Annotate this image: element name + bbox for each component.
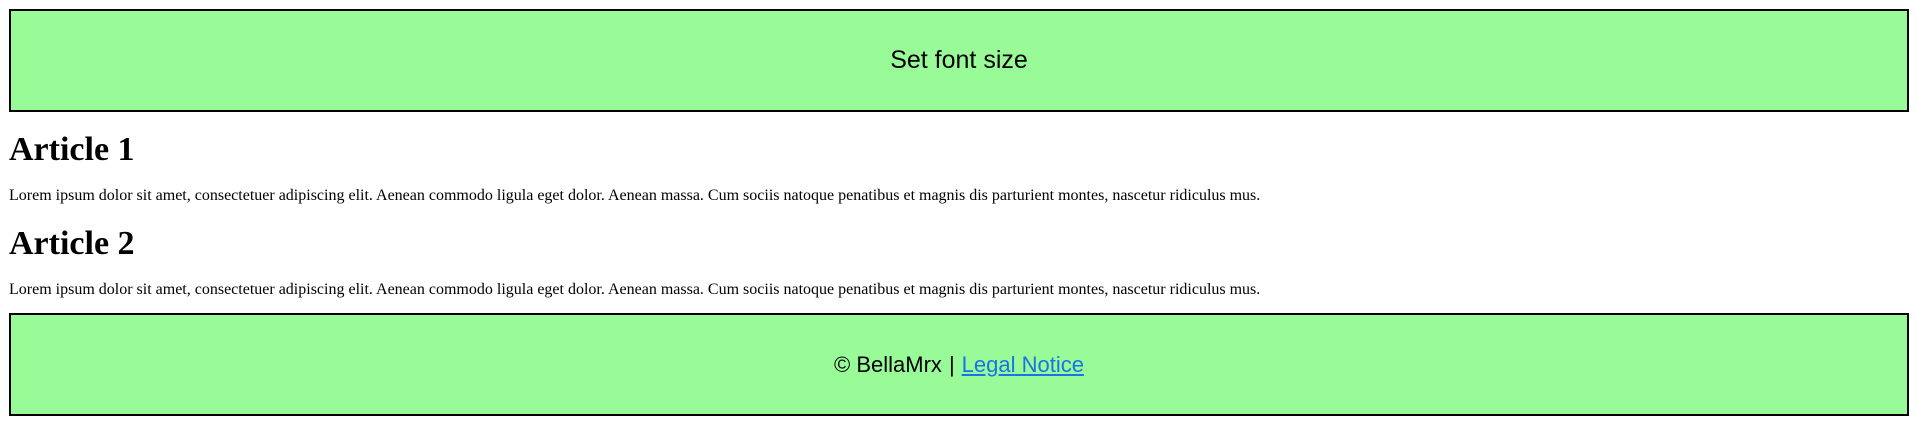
header-title: Set font size <box>890 46 1028 74</box>
footer-text <box>834 352 1084 378</box>
article-2-title: Article 2 <box>9 224 135 262</box>
article-1 <box>9 130 1909 206</box>
article-1-paragraph: Lorem ipsum dolor sit amet, consectetuer adipiscing elit. Aenean commodo ligula eget dolor. Aenean massa. Cum sociis natoque penatibus et magnis dis parturient montes, nascetur ridiculus mus. <box>9 187 1261 205</box>
copyright-text: © BellaMrx <box>834 351 942 377</box>
article-2 <box>9 224 1909 300</box>
header-banner <box>9 9 1909 112</box>
legal-notice-link[interactable]: Legal Notice <box>961 351 1084 377</box>
main-content <box>9 130 1909 299</box>
separator: | <box>948 351 955 377</box>
footer-banner <box>9 313 1909 416</box>
article-1-title: Article 1 <box>9 131 135 168</box>
article-2-paragraph: Lorem ipsum dolor sit amet, consectetuer adipiscing elit. Aenean commodo ligula eget dolor. Aenean massa. Cum sociis natoque penatibus et magnis dis parturient montes, nascetur ridiculus mus. <box>9 280 1261 298</box>
